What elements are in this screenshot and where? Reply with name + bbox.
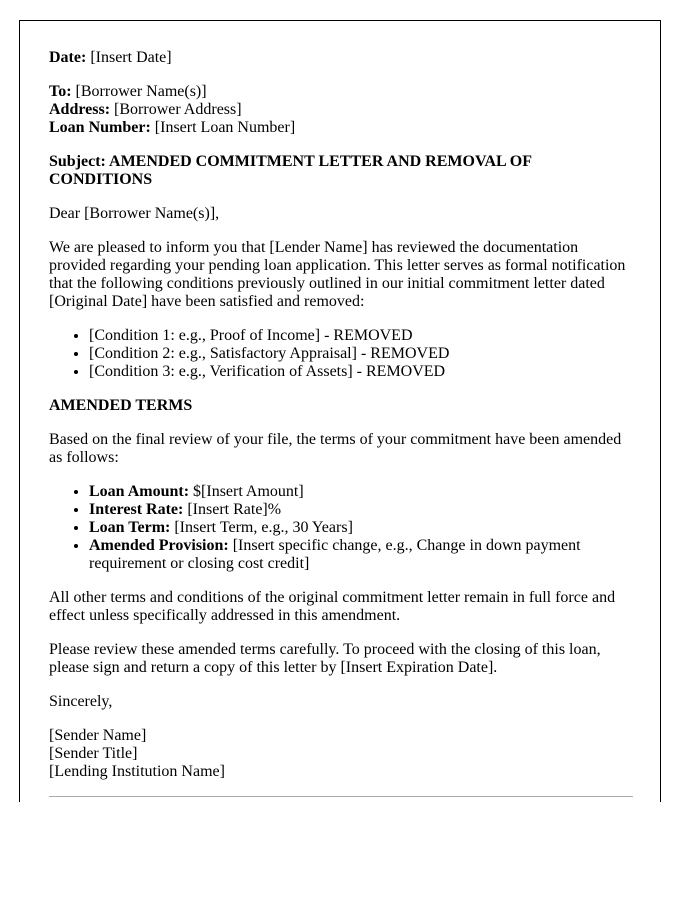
date-value: [Insert Date]	[86, 49, 172, 66]
signature-block	[49, 727, 633, 781]
term-label: Loan Term:	[89, 519, 171, 536]
to-line	[49, 83, 633, 101]
review-paragraph: Please review these amended terms carefully. To proceed with the closing of this loan, please sign and return a copy of this letter by [Insert Expiration Date].	[49, 641, 601, 676]
intro-paragraph: We are pleased to inform you that [Lender Name] has reviewed the documentation provided regarding your pending loan application. This letter serves as formal notification that the following conditions previously outlined in our initial commitment letter dated [Original Date] have been satisfied and removed:	[49, 239, 626, 310]
removed-condition-item: • [Condition 3: e.g., Verification of Assets] - REMOVED	[89, 363, 633, 381]
removed-condition-item: • [Condition 2: e.g., Satisfactory Appraisal] - REMOVED	[89, 345, 633, 363]
amended-intro: Based on the final review of your file, the terms of your commitment have been amended as follows:	[49, 431, 622, 466]
address-line	[49, 101, 633, 119]
to-value: [Borrower Name(s)]	[71, 83, 207, 100]
recipient-block	[49, 83, 633, 137]
salutation: Dear [Borrower Name(s)],	[49, 205, 220, 222]
sender-title: [Sender Title]	[49, 745, 138, 762]
footer-divider	[49, 796, 633, 797]
loan-number-label: Loan Number:	[49, 119, 151, 136]
loan-number-value: [Insert Loan Number]	[150, 119, 296, 136]
amended-terms-heading: AMENDED TERMS	[49, 397, 193, 414]
term-value: $[Insert Amount]	[189, 483, 304, 500]
term-value: [Insert specific change, e.g., Change in down payment requirement or closing cost credit]	[89, 537, 581, 572]
sender-name: [Sender Name]	[49, 727, 147, 744]
subject-label: Subject:	[49, 153, 106, 170]
term-value: [Insert Rate]%	[183, 501, 282, 518]
amended-term-item	[89, 483, 633, 501]
date-line	[49, 49, 633, 67]
letter-body	[49, 49, 633, 797]
to-label: To:	[49, 83, 72, 100]
term-value: [Insert Term, e.g., 30 Years]	[170, 519, 353, 536]
loan-number-line	[49, 119, 633, 137]
institution-name: [Lending Institution Name]	[49, 763, 225, 780]
amended-terms-list	[49, 483, 633, 573]
address-label: Address:	[49, 101, 111, 118]
amended-term-item	[89, 537, 633, 573]
term-label: Amended Provision:	[89, 537, 229, 554]
term-label: Loan Amount:	[89, 483, 190, 500]
subject-value: AMENDED COMMITMENT LETTER AND REMOVAL OF CONDITIONS	[49, 153, 532, 188]
removed-conditions-list	[49, 327, 633, 381]
removed-condition-item: • [Condition 1: e.g., Proof of Income] - REMOVED	[89, 327, 633, 345]
amended-term-item	[89, 519, 633, 537]
closing: Sincerely,	[49, 693, 113, 710]
other-terms-paragraph: All other terms and conditions of the original commitment letter remain in full force and effect unless specifically addressed in this amendment.	[49, 589, 616, 624]
address-value: [Borrower Address]	[110, 101, 242, 118]
subject-line	[49, 153, 633, 189]
term-label: Interest Rate:	[89, 501, 184, 518]
amended-term-item	[89, 501, 633, 519]
date-label: Date:	[49, 49, 87, 66]
